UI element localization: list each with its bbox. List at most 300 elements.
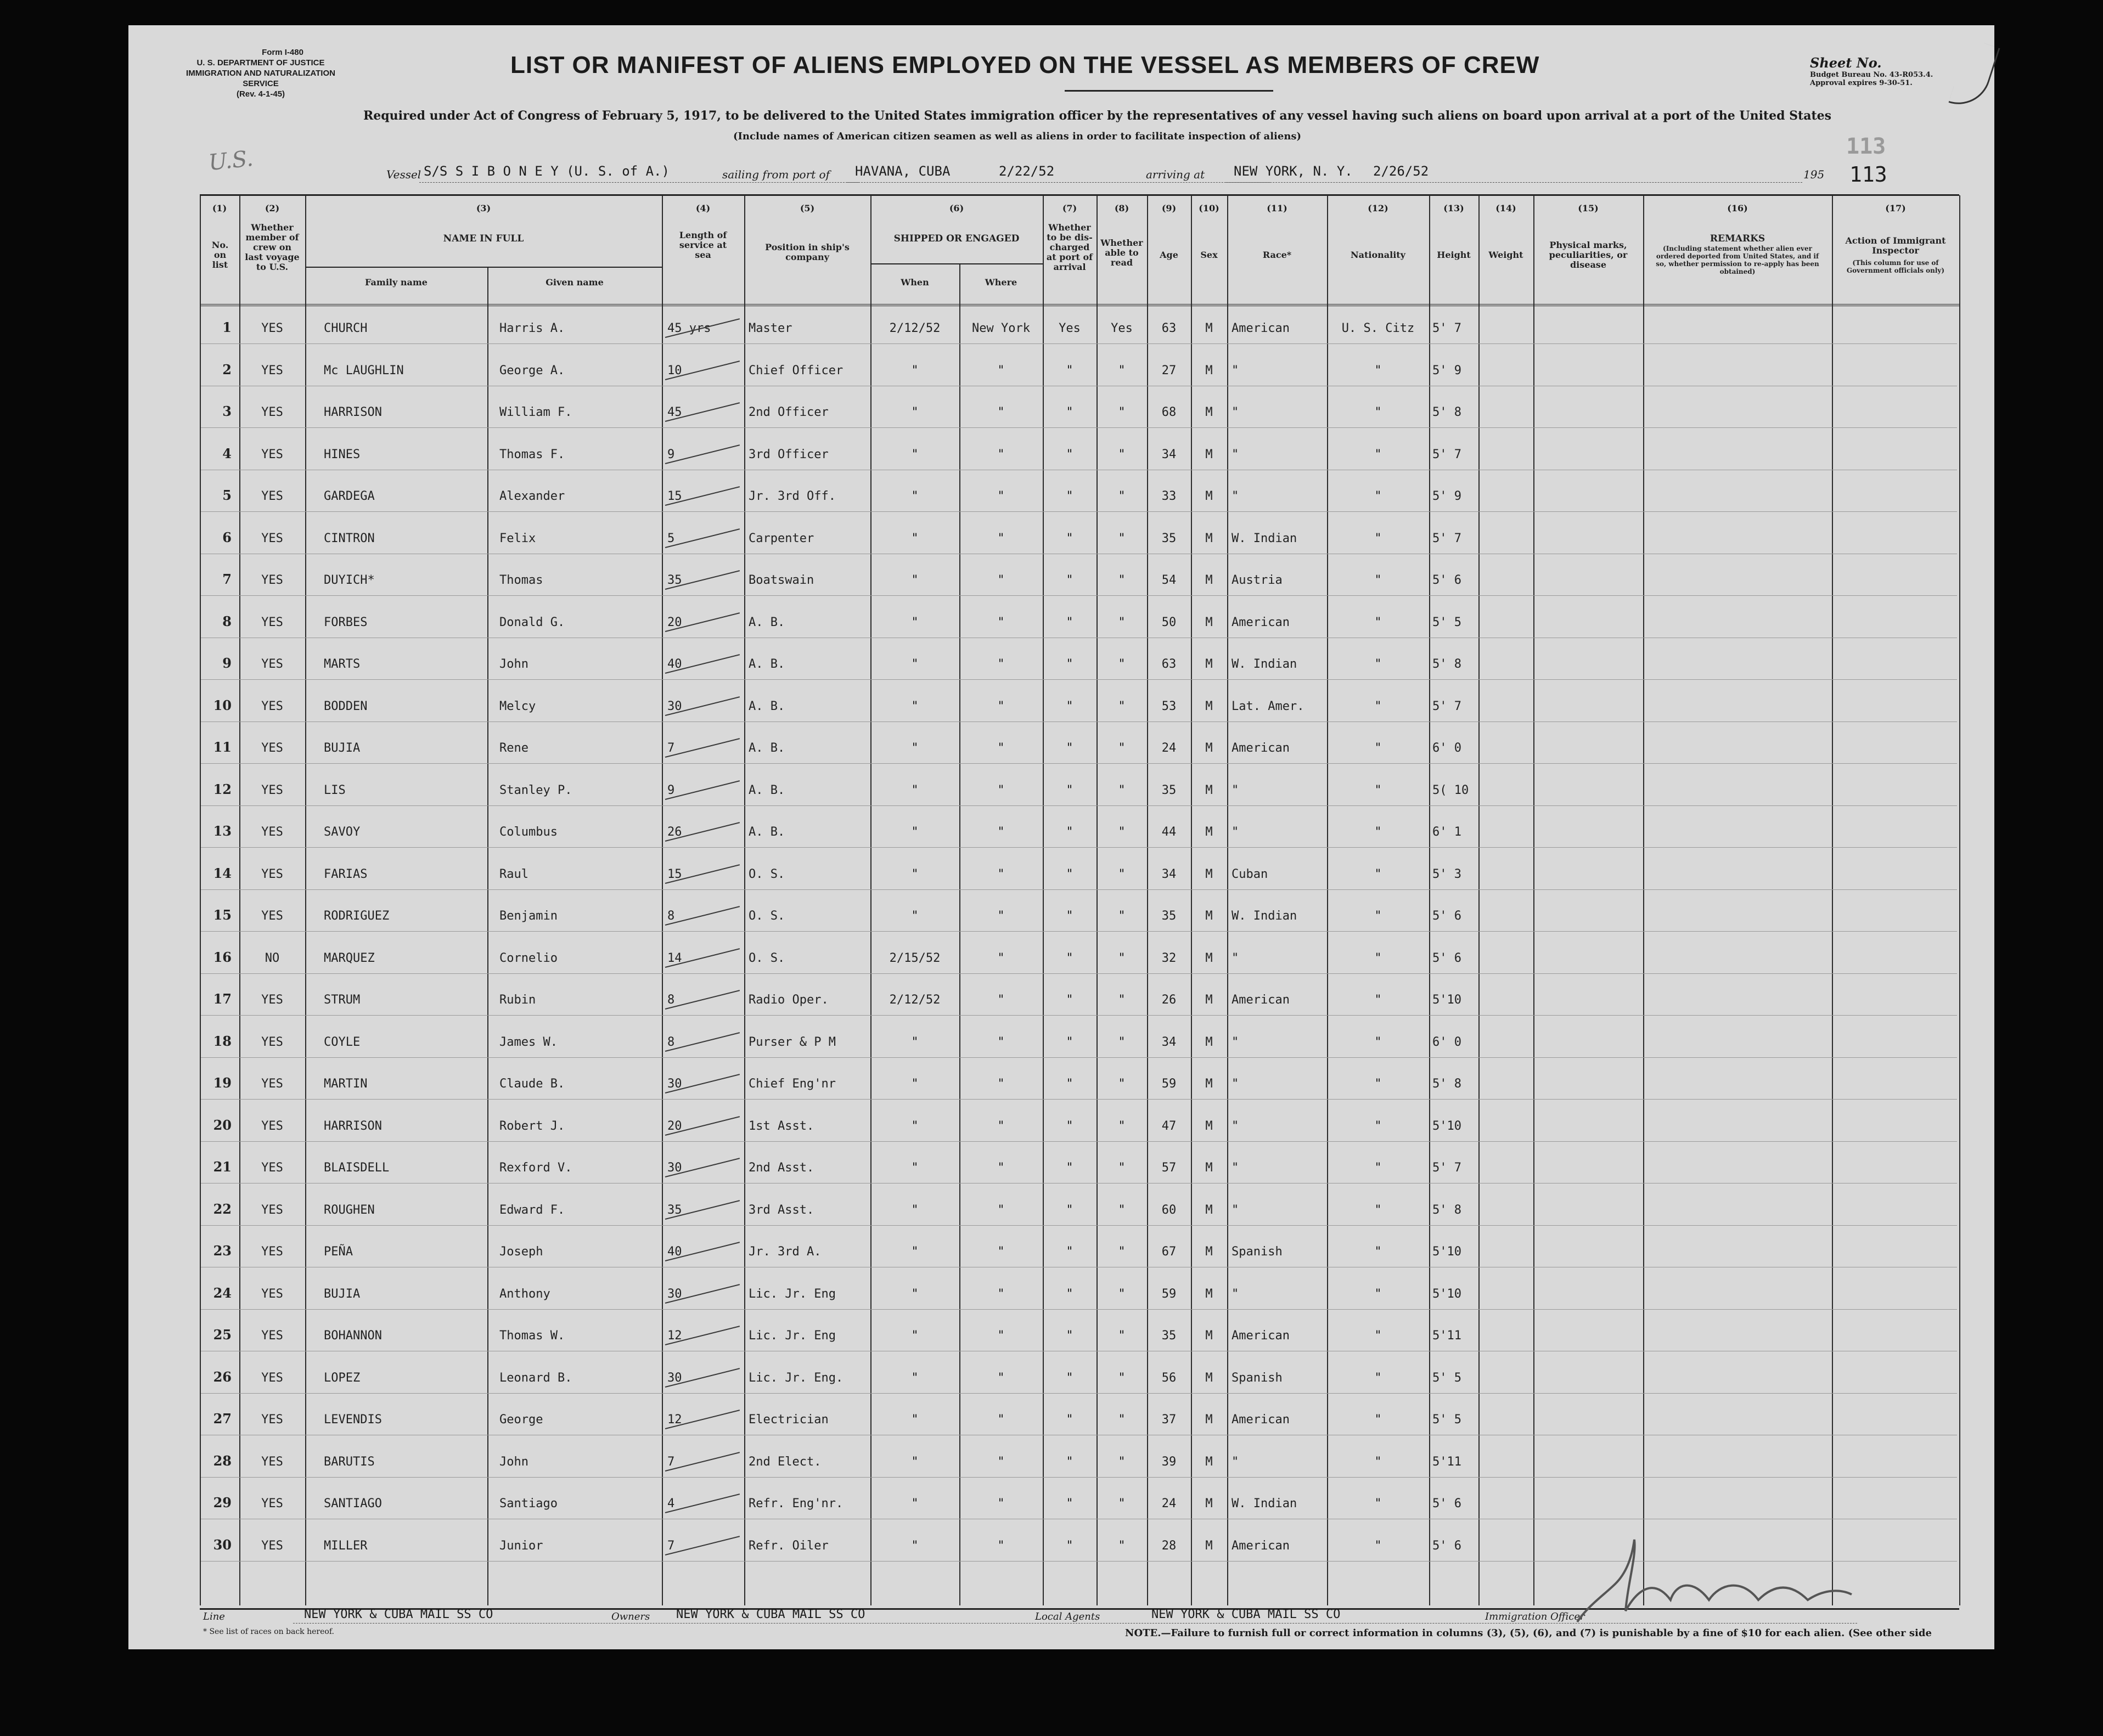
cell-last-voyage: YES bbox=[261, 1538, 283, 1553]
cell-shipped-where: " bbox=[997, 1077, 1005, 1091]
cell-last-voyage: YES bbox=[261, 489, 283, 503]
cell-position: Refr. Eng'nr. bbox=[749, 1497, 844, 1510]
cell-given-name: Raul bbox=[499, 867, 528, 881]
column-number: (10) bbox=[1199, 203, 1219, 213]
cell-length-of-service: 5 bbox=[667, 531, 675, 545]
header-weight: Weight bbox=[1488, 250, 1523, 260]
cell-discharged: " bbox=[1066, 489, 1073, 503]
cell-race: Austria bbox=[1232, 573, 1283, 587]
header-inspector-action: Action of Immigrant Inspector bbox=[1845, 235, 1946, 256]
cell-family-name: ROUGHEN bbox=[324, 1203, 375, 1217]
immigration-officer-signature bbox=[1566, 1518, 1863, 1633]
cell-nationality: " bbox=[1374, 1329, 1382, 1343]
cell-position: A. B. bbox=[749, 741, 785, 755]
cell-family-name: FARIAS bbox=[324, 867, 368, 881]
cell-height: 5' 8 bbox=[1432, 1203, 1461, 1217]
cell-height: 5' 7 bbox=[1432, 322, 1461, 335]
arriving-date: 2/26/52 bbox=[1373, 164, 1429, 179]
cell-nationality: " bbox=[1374, 1119, 1382, 1133]
cell-discharged: " bbox=[1066, 1497, 1073, 1510]
cell-shipped-when: " bbox=[911, 363, 919, 377]
cell-length-of-service: 40 bbox=[667, 657, 682, 671]
cell-position: Carpenter bbox=[749, 531, 814, 545]
cell-age: 67 bbox=[1161, 1245, 1177, 1259]
cell-given-name: Felix bbox=[499, 531, 536, 545]
cell-given-name: John bbox=[499, 1455, 528, 1469]
cell-race: W. Indian bbox=[1232, 657, 1297, 671]
cell-sex: M bbox=[1205, 783, 1213, 797]
cell-last-voyage: NO bbox=[265, 951, 280, 965]
cell-shipped-when: " bbox=[911, 1287, 919, 1301]
cell-race: " bbox=[1232, 1077, 1239, 1091]
cell-position: Jr. 3rd A. bbox=[749, 1245, 822, 1259]
cell-shipped-when: " bbox=[911, 573, 919, 587]
cell-race: " bbox=[1232, 1035, 1239, 1049]
row-rule bbox=[201, 1015, 1957, 1016]
cell-age: 47 bbox=[1161, 1119, 1177, 1133]
cell-age: 44 bbox=[1161, 825, 1177, 839]
cell-discharged: " bbox=[1066, 1413, 1073, 1427]
cell-shipped-where: " bbox=[997, 909, 1005, 923]
owners-value: NEW YORK & CUBA MAIL SS CO bbox=[676, 1608, 865, 1621]
header-shipped-engaged: SHIPPED OR ENGAGED bbox=[893, 233, 1020, 244]
column-number: (7) bbox=[1062, 203, 1077, 213]
cell-shipped-when: " bbox=[911, 531, 919, 545]
column-number: (15) bbox=[1578, 203, 1599, 213]
cell-able-to-read: " bbox=[1118, 1413, 1126, 1427]
cell-last-voyage: YES bbox=[261, 909, 283, 923]
cell-shipped-when: 2/12/52 bbox=[889, 993, 941, 1007]
cell-given-name: George bbox=[499, 1413, 543, 1427]
cell-race: " bbox=[1232, 489, 1239, 503]
cell-age: 53 bbox=[1161, 699, 1177, 713]
cell-able-to-read: " bbox=[1118, 1371, 1126, 1385]
column-number: (2) bbox=[265, 203, 280, 213]
cell-discharged: " bbox=[1066, 447, 1073, 461]
cell-nationality: " bbox=[1374, 1455, 1382, 1469]
cell-nationality: " bbox=[1374, 1035, 1382, 1049]
cell-able-to-read: " bbox=[1118, 447, 1126, 461]
form-revision: (Rev. 4-1-45) bbox=[236, 89, 285, 99]
cell-shipped-where: " bbox=[997, 867, 1005, 881]
cell-last-voyage: YES bbox=[261, 1455, 283, 1469]
header-when: When bbox=[901, 277, 929, 288]
header-nationality: Nationality bbox=[1351, 250, 1405, 260]
column-divider bbox=[744, 195, 745, 1605]
cell-last-voyage: YES bbox=[261, 1329, 283, 1343]
cell-family-name: DUYICH* bbox=[324, 573, 375, 587]
agency-service: IMMIGRATION AND NATURALIZATION SERVICE bbox=[186, 69, 335, 88]
header-length-of-service: Length of service at sea bbox=[679, 230, 727, 260]
cell-shipped-when: " bbox=[911, 783, 919, 797]
cell-row-number: 11 bbox=[213, 739, 232, 755]
cell-shipped-where: " bbox=[997, 1287, 1005, 1301]
cell-shipped-where: " bbox=[997, 573, 1005, 587]
cell-length-of-service: 12 bbox=[667, 1413, 682, 1427]
row-rule bbox=[201, 1393, 1957, 1394]
cell-last-voyage: YES bbox=[261, 447, 283, 461]
cell-position: A. B. bbox=[749, 657, 785, 671]
cell-able-to-read: " bbox=[1118, 531, 1126, 545]
row-rule bbox=[201, 1141, 1957, 1142]
cell-family-name: FORBES bbox=[324, 615, 368, 629]
cell-family-name: COYLE bbox=[324, 1035, 361, 1049]
form-number: Form I-480 bbox=[262, 48, 303, 57]
column-number: (11) bbox=[1267, 203, 1287, 213]
cell-height: 5' 5 bbox=[1432, 615, 1461, 629]
immigration-officer-label: Immigration Officer bbox=[1485, 1611, 1585, 1622]
cell-length-of-service: 20 bbox=[667, 615, 682, 629]
cell-race: W. Indian bbox=[1232, 531, 1297, 545]
cell-given-name: Robert J. bbox=[499, 1119, 565, 1133]
cell-able-to-read: " bbox=[1118, 1077, 1126, 1091]
cell-race: " bbox=[1232, 1161, 1239, 1175]
cell-able-to-read: " bbox=[1118, 1329, 1126, 1343]
sailing-port: HAVANA, CUBA bbox=[855, 164, 951, 179]
cell-discharged: " bbox=[1066, 951, 1073, 965]
cell-discharged: " bbox=[1066, 909, 1073, 923]
cell-sex: M bbox=[1205, 1161, 1213, 1175]
cell-height: 5'10 bbox=[1432, 1119, 1461, 1133]
fine-note: NOTE.—Failure to furnish full or correct information in columns (3), (5), (6), and (7) is punishable by a fine of $10 for each alien. (See other side bbox=[1125, 1627, 1932, 1639]
cell-shipped-where: " bbox=[997, 699, 1005, 713]
cell-sex: M bbox=[1205, 447, 1213, 461]
cell-shipped-when: " bbox=[911, 741, 919, 755]
cell-shipped-where: " bbox=[997, 1497, 1005, 1510]
row-rule bbox=[201, 973, 1957, 974]
cell-race: American bbox=[1232, 741, 1290, 755]
cell-sex: M bbox=[1205, 993, 1213, 1007]
cell-length-of-service: 7 bbox=[667, 1538, 675, 1553]
cell-last-voyage: YES bbox=[261, 363, 283, 377]
cell-shipped-when: " bbox=[911, 447, 919, 461]
column-number: (9) bbox=[1161, 203, 1177, 213]
cell-sex: M bbox=[1205, 1455, 1213, 1469]
cell-race: Cuban bbox=[1232, 867, 1268, 881]
cell-row-number: 5 bbox=[222, 487, 232, 503]
cell-age: 59 bbox=[1161, 1077, 1177, 1091]
cell-race: " bbox=[1232, 363, 1239, 377]
sheet-stamp: 113 bbox=[1846, 134, 1886, 159]
cell-last-voyage: YES bbox=[261, 531, 283, 545]
cell-row-number: 29 bbox=[213, 1495, 232, 1510]
cell-length-of-service: 14 bbox=[667, 951, 682, 965]
cell-position: 3rd Officer bbox=[749, 447, 829, 461]
cell-given-name: Claude B. bbox=[499, 1077, 565, 1091]
cell-shipped-when: " bbox=[911, 825, 919, 839]
cell-race: " bbox=[1232, 825, 1239, 839]
cell-age: 32 bbox=[1161, 951, 1177, 965]
cell-age: 24 bbox=[1161, 741, 1177, 755]
cell-age: 35 bbox=[1161, 531, 1177, 545]
cell-able-to-read: " bbox=[1118, 1035, 1126, 1049]
cell-sex: M bbox=[1205, 1077, 1213, 1091]
cell-able-to-read: " bbox=[1118, 1287, 1126, 1301]
cell-position: 2nd Elect. bbox=[749, 1455, 822, 1469]
cell-shipped-where: " bbox=[997, 783, 1005, 797]
cell-height: 5'10 bbox=[1432, 1287, 1461, 1301]
cell-age: 56 bbox=[1161, 1371, 1177, 1385]
cell-row-number: 20 bbox=[213, 1117, 232, 1133]
cell-age: 63 bbox=[1161, 322, 1177, 335]
sailing-label: sailing from port of bbox=[722, 168, 830, 181]
cell-family-name: SAVOY bbox=[324, 825, 361, 839]
column-number: (16) bbox=[1727, 203, 1748, 213]
cell-position: Refr. Oiler bbox=[749, 1538, 829, 1553]
cell-given-name: Benjamin bbox=[499, 909, 558, 923]
cell-nationality: " bbox=[1374, 867, 1382, 881]
cell-age: 35 bbox=[1161, 783, 1177, 797]
cell-length-of-service: 20 bbox=[667, 1119, 682, 1133]
cell-length-of-service: 45 yrs bbox=[667, 322, 711, 335]
cell-shipped-where: " bbox=[997, 1538, 1005, 1553]
cell-length-of-service: 9 bbox=[667, 783, 675, 797]
cell-last-voyage: YES bbox=[261, 1035, 283, 1049]
cell-shipped-when: " bbox=[911, 1203, 919, 1217]
header-physical-marks: Physical marks, peculiarities, or disease bbox=[1549, 240, 1628, 270]
cell-height: 5' 5 bbox=[1432, 1371, 1461, 1385]
cell-shipped-when: " bbox=[911, 909, 919, 923]
cell-given-name: Harris A. bbox=[499, 322, 565, 335]
cell-row-number: 26 bbox=[213, 1368, 232, 1385]
cell-sex: M bbox=[1205, 405, 1213, 419]
cell-sex: M bbox=[1205, 1329, 1213, 1343]
cell-age: 24 bbox=[1161, 1497, 1177, 1510]
row-rule bbox=[201, 889, 1957, 890]
cell-sex: M bbox=[1205, 825, 1213, 839]
cell-height: 5'11 bbox=[1432, 1329, 1461, 1343]
cell-nationality: " bbox=[1374, 1077, 1382, 1091]
cell-sex: M bbox=[1205, 867, 1213, 881]
row-rule bbox=[201, 1477, 1957, 1478]
cell-row-number: 30 bbox=[213, 1536, 232, 1553]
cell-able-to-read: " bbox=[1118, 1203, 1126, 1217]
cell-discharged: " bbox=[1066, 1329, 1073, 1343]
cell-shipped-when: " bbox=[911, 1161, 919, 1175]
cell-shipped-when: " bbox=[911, 489, 919, 503]
cell-able-to-read: " bbox=[1118, 993, 1126, 1007]
cell-discharged: " bbox=[1066, 1119, 1073, 1133]
cell-length-of-service: 30 bbox=[667, 699, 682, 713]
include-names-note: (Include names of American citizen seamen as well as aliens in order to facilitate inspection of aliens) bbox=[733, 131, 1302, 142]
cell-family-name: BUJIA bbox=[324, 1287, 361, 1301]
cell-sex: M bbox=[1205, 1035, 1213, 1049]
cell-age: 35 bbox=[1161, 1329, 1177, 1343]
cell-height: 5' 9 bbox=[1432, 489, 1461, 503]
cell-given-name: Edward F. bbox=[499, 1203, 565, 1217]
cell-family-name: GARDEGA bbox=[324, 489, 375, 503]
cell-height: 5' 7 bbox=[1432, 699, 1461, 713]
cell-age: 37 bbox=[1161, 1413, 1177, 1427]
cell-able-to-read: " bbox=[1118, 825, 1126, 839]
cell-age: 27 bbox=[1161, 363, 1177, 377]
column-divider bbox=[662, 195, 663, 1605]
column-number: (14) bbox=[1495, 203, 1516, 213]
cell-position: A. B. bbox=[749, 699, 785, 713]
column-number: (13) bbox=[1443, 203, 1464, 213]
cell-row-number: 21 bbox=[213, 1159, 232, 1175]
cell-sex: M bbox=[1205, 1245, 1213, 1259]
cell-height: 5' 7 bbox=[1432, 447, 1461, 461]
cell-last-voyage: YES bbox=[261, 1077, 283, 1091]
cell-sex: M bbox=[1205, 322, 1213, 335]
cell-age: 50 bbox=[1161, 615, 1177, 629]
cell-position: Electrician bbox=[749, 1413, 829, 1427]
cell-family-name: RODRIGUEZ bbox=[324, 909, 390, 923]
cell-nationality: " bbox=[1374, 363, 1382, 377]
cell-row-number: 15 bbox=[213, 907, 232, 923]
owners-label: Owners bbox=[611, 1611, 650, 1622]
cell-given-name: Cornelio bbox=[499, 951, 558, 965]
cell-shipped-when: " bbox=[911, 1119, 919, 1133]
cell-height: 6' 0 bbox=[1432, 1035, 1461, 1049]
race-note: * See list of races on back hereof. bbox=[203, 1627, 334, 1636]
cell-age: 26 bbox=[1161, 993, 1177, 1007]
cell-shipped-where: " bbox=[997, 1203, 1005, 1217]
cell-given-name: Columbus bbox=[499, 825, 558, 839]
cell-height: 5' 8 bbox=[1432, 657, 1461, 671]
cell-shipped-where: " bbox=[997, 447, 1005, 461]
cell-age: 68 bbox=[1161, 405, 1177, 419]
cell-row-number: 17 bbox=[213, 991, 232, 1007]
column-divider bbox=[1429, 195, 1430, 1605]
cell-discharged: " bbox=[1066, 1161, 1073, 1175]
column-divider bbox=[1643, 195, 1644, 1605]
cell-height: 6' 1 bbox=[1432, 825, 1461, 839]
cell-shipped-when: " bbox=[911, 1538, 919, 1553]
cell-nationality: " bbox=[1374, 573, 1382, 587]
cell-nationality: " bbox=[1374, 741, 1382, 755]
cell-discharged: " bbox=[1066, 1077, 1073, 1091]
cell-last-voyage: YES bbox=[261, 322, 283, 335]
cell-nationality: " bbox=[1374, 615, 1382, 629]
cell-shipped-when: " bbox=[911, 867, 919, 881]
header-position: Position in ship's company bbox=[765, 242, 850, 262]
local-agents-value: NEW YORK & CUBA MAIL SS CO bbox=[1151, 1608, 1341, 1621]
cell-nationality: " bbox=[1374, 951, 1382, 965]
year-label: 195 bbox=[1803, 168, 1825, 181]
cell-row-number: 24 bbox=[213, 1284, 232, 1301]
cell-race: American bbox=[1232, 615, 1290, 629]
cell-position: Jr. 3rd Off. bbox=[749, 489, 836, 503]
column-number: (5) bbox=[800, 203, 815, 213]
cell-height: 5'10 bbox=[1432, 993, 1461, 1007]
cell-given-name: James W. bbox=[499, 1035, 558, 1049]
cell-nationality: " bbox=[1374, 1245, 1382, 1259]
cell-height: 5' 6 bbox=[1432, 1497, 1461, 1510]
cell-able-to-read: " bbox=[1118, 405, 1126, 419]
cell-given-name: Donald G. bbox=[499, 615, 565, 629]
cell-race: American bbox=[1232, 322, 1290, 335]
cell-sex: M bbox=[1205, 363, 1213, 377]
cell-shipped-when: 2/15/52 bbox=[889, 951, 941, 965]
cell-last-voyage: YES bbox=[261, 783, 283, 797]
cell-length-of-service: 45 bbox=[667, 405, 682, 419]
cell-discharged: " bbox=[1066, 363, 1073, 377]
cell-position: Lic. Jr. Eng bbox=[749, 1287, 836, 1301]
column-divider bbox=[1478, 195, 1480, 1605]
cell-nationality: " bbox=[1374, 783, 1382, 797]
cell-age: 35 bbox=[1161, 909, 1177, 923]
column-number: (17) bbox=[1885, 203, 1906, 213]
cell-family-name: MARTS bbox=[324, 657, 361, 671]
cell-shipped-where: " bbox=[997, 531, 1005, 545]
cell-position: O. S. bbox=[749, 909, 785, 923]
cell-shipped-when: " bbox=[911, 1077, 919, 1091]
cell-nationality: " bbox=[1374, 657, 1382, 671]
cell-race: " bbox=[1232, 1287, 1239, 1301]
cell-row-number: 13 bbox=[213, 823, 232, 839]
cell-race: " bbox=[1232, 1119, 1239, 1133]
cell-nationality: " bbox=[1374, 993, 1382, 1007]
cell-race: American bbox=[1232, 993, 1290, 1007]
line-label: Line bbox=[203, 1611, 225, 1622]
header-race: Race* bbox=[1262, 250, 1292, 260]
cell-discharged: Yes bbox=[1059, 322, 1081, 335]
cell-position: Master bbox=[749, 322, 792, 335]
cell-discharged: " bbox=[1066, 1371, 1073, 1385]
cell-able-to-read: " bbox=[1118, 657, 1126, 671]
cell-shipped-where: " bbox=[997, 615, 1005, 629]
cell-row-number: 23 bbox=[213, 1243, 232, 1259]
cell-position: A. B. bbox=[749, 615, 785, 629]
cell-height: 5' 6 bbox=[1432, 909, 1461, 923]
cell-row-number: 12 bbox=[213, 781, 232, 797]
column-number: (12) bbox=[1368, 203, 1388, 213]
cell-given-name: Anthony bbox=[499, 1287, 550, 1301]
cell-sex: M bbox=[1205, 1497, 1213, 1510]
cell-sex: M bbox=[1205, 489, 1213, 503]
line-value: NEW YORK & CUBA MAIL SS CO bbox=[304, 1608, 493, 1621]
cell-height: 5' 6 bbox=[1432, 573, 1461, 587]
cell-family-name: MARQUEZ bbox=[324, 951, 375, 965]
cell-shipped-where: " bbox=[997, 405, 1005, 419]
cell-last-voyage: YES bbox=[261, 1497, 283, 1510]
cell-position: A. B. bbox=[749, 825, 785, 839]
name-subheader-rule bbox=[305, 267, 662, 268]
cell-length-of-service: 7 bbox=[667, 1455, 675, 1469]
cell-nationality: " bbox=[1374, 1371, 1382, 1385]
column-divider bbox=[1533, 195, 1534, 1605]
cell-able-to-read: " bbox=[1118, 783, 1126, 797]
cell-last-voyage: YES bbox=[261, 1371, 283, 1385]
cell-length-of-service: 40 bbox=[667, 1245, 682, 1259]
cell-age: 57 bbox=[1161, 1161, 1177, 1175]
row-rule bbox=[201, 763, 1957, 764]
cell-given-name: Junior bbox=[499, 1538, 543, 1553]
cell-shipped-where: " bbox=[997, 951, 1005, 965]
cell-position: Chief Eng'nr bbox=[749, 1077, 836, 1091]
cell-height: 5' 8 bbox=[1432, 405, 1461, 419]
column-number: (6) bbox=[949, 203, 964, 213]
cell-race: Spanish bbox=[1232, 1371, 1283, 1385]
cell-able-to-read: " bbox=[1118, 1119, 1126, 1133]
cell-last-voyage: YES bbox=[261, 1287, 283, 1301]
header-remarks-note: (Including statement whether alien ever ordered deported from United States, and if so, whether permission to re-apply has been obtained) bbox=[1656, 245, 1819, 275]
cell-sex: M bbox=[1205, 1119, 1213, 1133]
cell-sex: M bbox=[1205, 1538, 1213, 1553]
arriving-underline bbox=[1226, 182, 1802, 183]
cell-given-name: William F. bbox=[499, 405, 572, 419]
cell-length-of-service: 35 bbox=[667, 573, 682, 587]
cell-able-to-read: " bbox=[1118, 573, 1126, 587]
cell-sex: M bbox=[1205, 951, 1213, 965]
cell-race: " bbox=[1232, 783, 1239, 797]
cell-row-number: 16 bbox=[213, 949, 232, 965]
cell-shipped-when: " bbox=[911, 1455, 919, 1469]
cell-position: Boatswain bbox=[749, 573, 814, 587]
cell-height: 5' 5 bbox=[1432, 1413, 1461, 1427]
